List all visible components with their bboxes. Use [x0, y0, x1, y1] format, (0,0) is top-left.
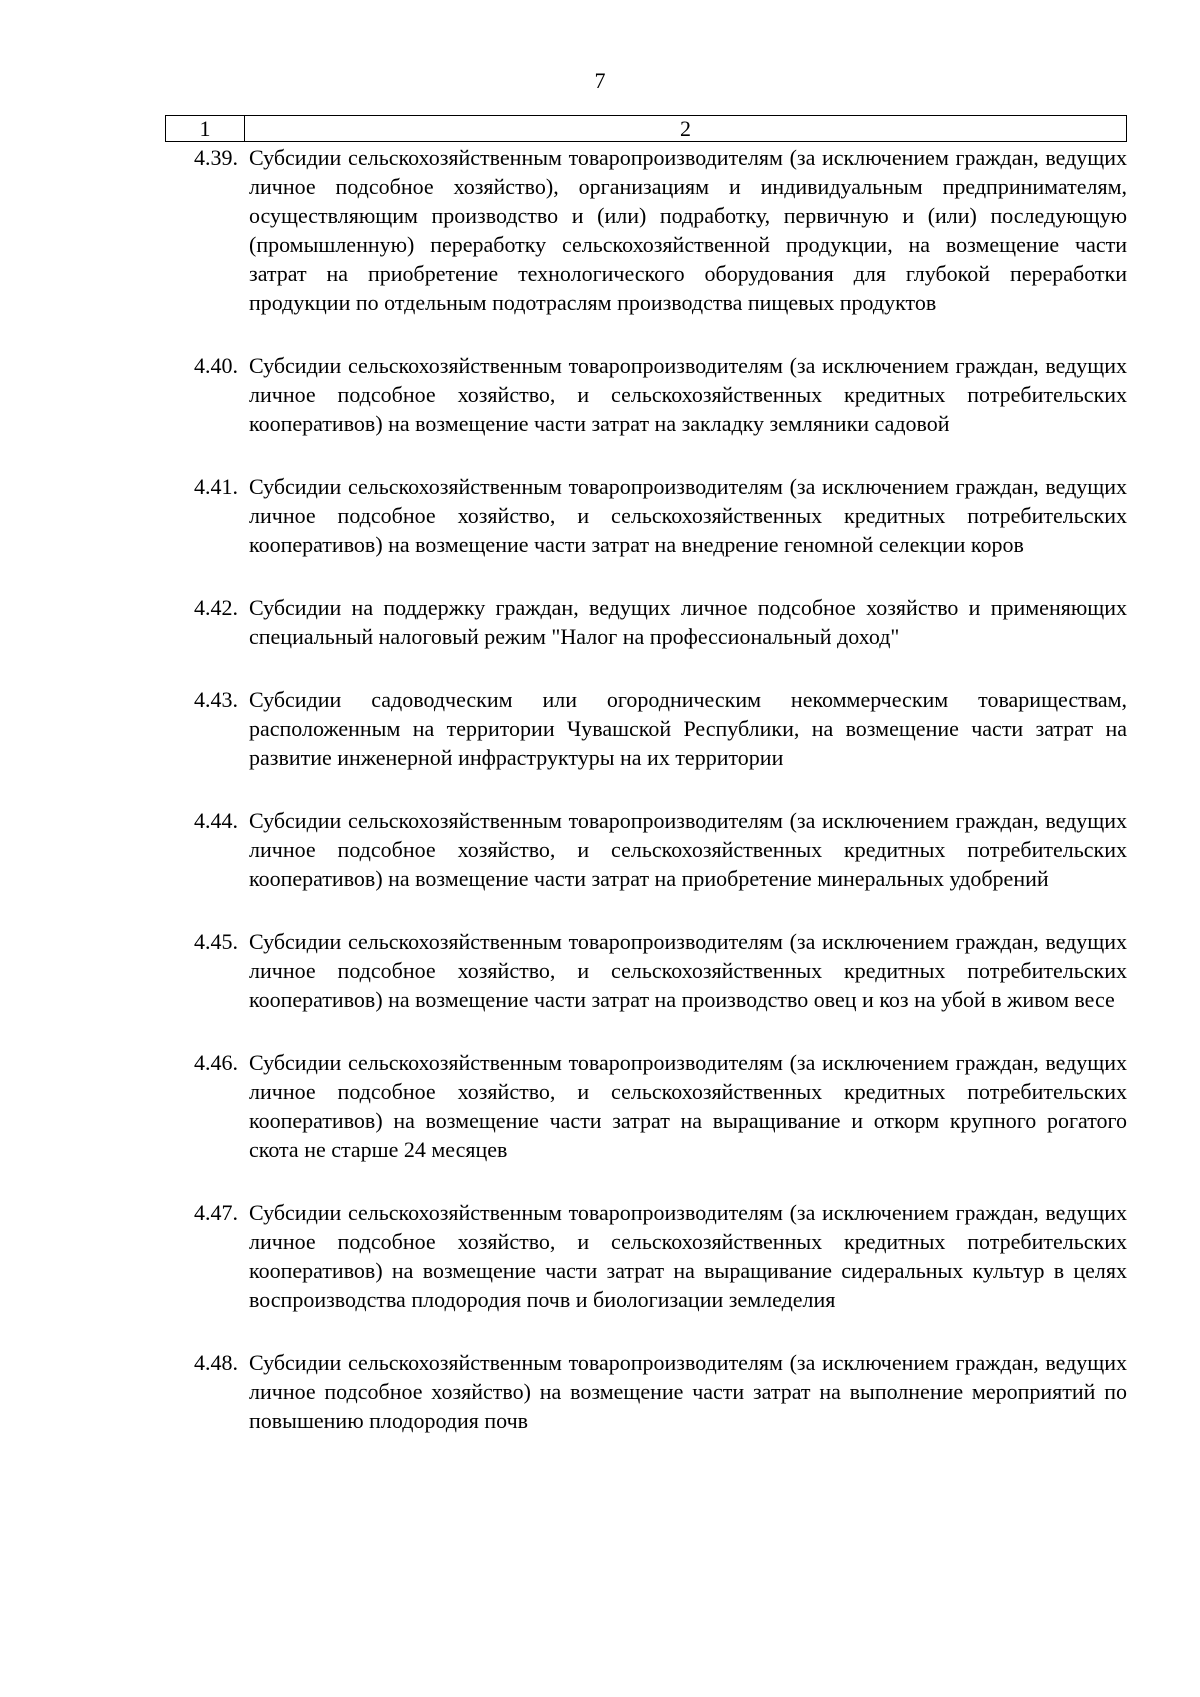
row-text: Субсидии сельскохозяйственным товаропроизводителям (за исключением граждан, ведущих личное подсобное хозяйство, и сельскохозяйственных кредитных потребительских кооперативов) на возмещение части затрат на выращивание и откорм крупного рогатого скота не старше 24 месяцев [249, 1050, 1127, 1162]
table-row [165, 351, 1127, 438]
row-number: 4.42. [194, 595, 238, 620]
row-number: 4.47. [194, 1200, 238, 1225]
row-text: Субсидии садоводческим или огородническим некоммерческим товариществам, расположенным на территории Чувашской Республики, на возмещение части затрат на развитие инженерной инфраструктуры на их территории [249, 687, 1127, 770]
row-number: 4.44. [194, 808, 238, 833]
page-number: 7 [594, 68, 606, 93]
row-text: Субсидии сельскохозяйственным товаропроизводителям (за исключением граждан, ведущих личное подсобное хозяйство), организациям и индивидуальным предпринимателям, осуществляющим производство и (или) подработку, первичную и (или) последующую (промышленную) переработку сельскохозяйственной продукции, на возмещение части затрат на приобретение технологического оборудования для глубокой переработки продукции по отдельным подотраслям производства пищевых продуктов [249, 145, 1127, 315]
table-body [165, 143, 1127, 1435]
row-text: Субсидии сельскохозяйственным товаропроизводителям (за исключением граждан, ведущих личное подсобное хозяйство, и сельскохозяйственных кредитных потребительских кооперативов) на возмещение части затрат на приобретение минеральных удобрений [249, 808, 1127, 891]
table-row [165, 472, 1127, 559]
row-number: 4.45. [194, 929, 238, 954]
table-row [165, 1198, 1127, 1314]
row-text: Субсидии на поддержку граждан, ведущих личное подсобное хозяйство и применяющих специальный налоговый режим "Налог на профессиональный доход" [249, 595, 1127, 649]
row-number: 4.48. [194, 1350, 238, 1375]
table-row [165, 806, 1127, 893]
table-header-col2: 2 [680, 116, 691, 141]
row-number: 4.40. [194, 353, 238, 378]
table-row [165, 1048, 1127, 1164]
row-number: 4.41. [194, 474, 238, 499]
row-text: Субсидии сельскохозяйственным товаропроизводителям (за исключением граждан, ведущих личное подсобное хозяйство, и сельскохозяйственных кредитных потребительских кооперативов) на возмещение части затрат на внедрение геномной селекции коров [249, 474, 1127, 557]
table-row [165, 143, 1127, 317]
table-header [165, 115, 1127, 142]
row-number: 4.39. [194, 145, 238, 170]
row-text: Субсидии сельскохозяйственным товаропроизводителям (за исключением граждан, ведущих личное подсобное хозяйство, и сельскохозяйственных кредитных потребительских кооперативов) на возмещение части затрат на выращивание сидеральных культур в целях воспроизводства плодородия почв и биологизации земледелия [249, 1200, 1127, 1312]
row-text: Субсидии сельскохозяйственным товаропроизводителям (за исключением граждан, ведущих личное подсобное хозяйство, и сельскохозяйственных кредитных потребительских кооперативов) на возмещение части затрат на закладку земляники садовой [249, 353, 1127, 436]
table-header-col1: 1 [166, 116, 245, 141]
row-number: 4.46. [194, 1050, 238, 1075]
table-row [165, 685, 1127, 772]
table-row [165, 1348, 1127, 1435]
row-text: Субсидии сельскохозяйственным товаропроизводителям (за исключением граждан, ведущих личное подсобное хозяйство) на возмещение части затрат на выполнение мероприятий по повышению плодородия почв [249, 1350, 1127, 1433]
row-text: Субсидии сельскохозяйственным товаропроизводителям (за исключением граждан, ведущих личное подсобное хозяйство, и сельскохозяйственных кредитных потребительских кооперативов) на возмещение части затрат на производство овец и коз на убой в живом весе [249, 929, 1127, 1012]
table-row [165, 927, 1127, 1014]
table-row [165, 593, 1127, 651]
row-number: 4.43. [194, 687, 238, 712]
